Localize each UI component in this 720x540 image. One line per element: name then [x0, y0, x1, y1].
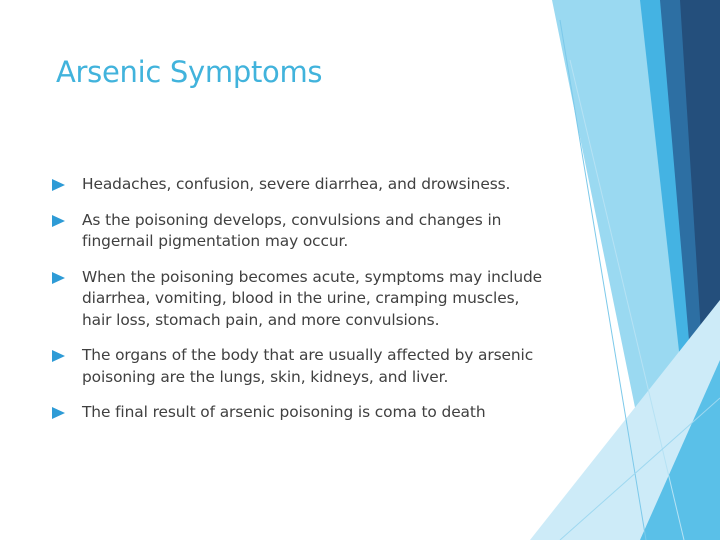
bullet-item: [52, 174, 552, 196]
triangle-bullet-icon: [52, 272, 66, 284]
bullet-item: [52, 267, 552, 332]
bullet-text: When the poisoning becomes acute, symptoms may include diarrhea, vomiting, blood in the urine, cramping muscles, hair loss, stomach pain, and more convulsions.: [82, 267, 543, 329]
bullet-text: The final result of arsenic poisoning is coma to death: [82, 403, 486, 421]
triangle-bullet-icon: [52, 179, 66, 191]
slide-title: Arsenic Symptoms: [56, 55, 323, 89]
bullet-item: [52, 402, 552, 424]
bullet-item: [52, 210, 552, 253]
bullet-text: The organs of the body that are usually affected by arsenic poisoning are the lungs, skin, kidneys, and liver.: [82, 346, 534, 386]
triangle-bullet-icon: [52, 407, 66, 419]
bullet-list: [52, 174, 552, 424]
triangle-bullet-icon: [52, 350, 66, 362]
triangle-bullet-icon: [52, 215, 66, 227]
bullet-text: Headaches, confusion, severe diarrhea, and drowsiness.: [82, 175, 511, 193]
bullet-text: As the poisoning develops, convulsions and changes in fingernail pigmentation may occur.: [82, 210, 502, 250]
bullet-item: [52, 345, 552, 388]
